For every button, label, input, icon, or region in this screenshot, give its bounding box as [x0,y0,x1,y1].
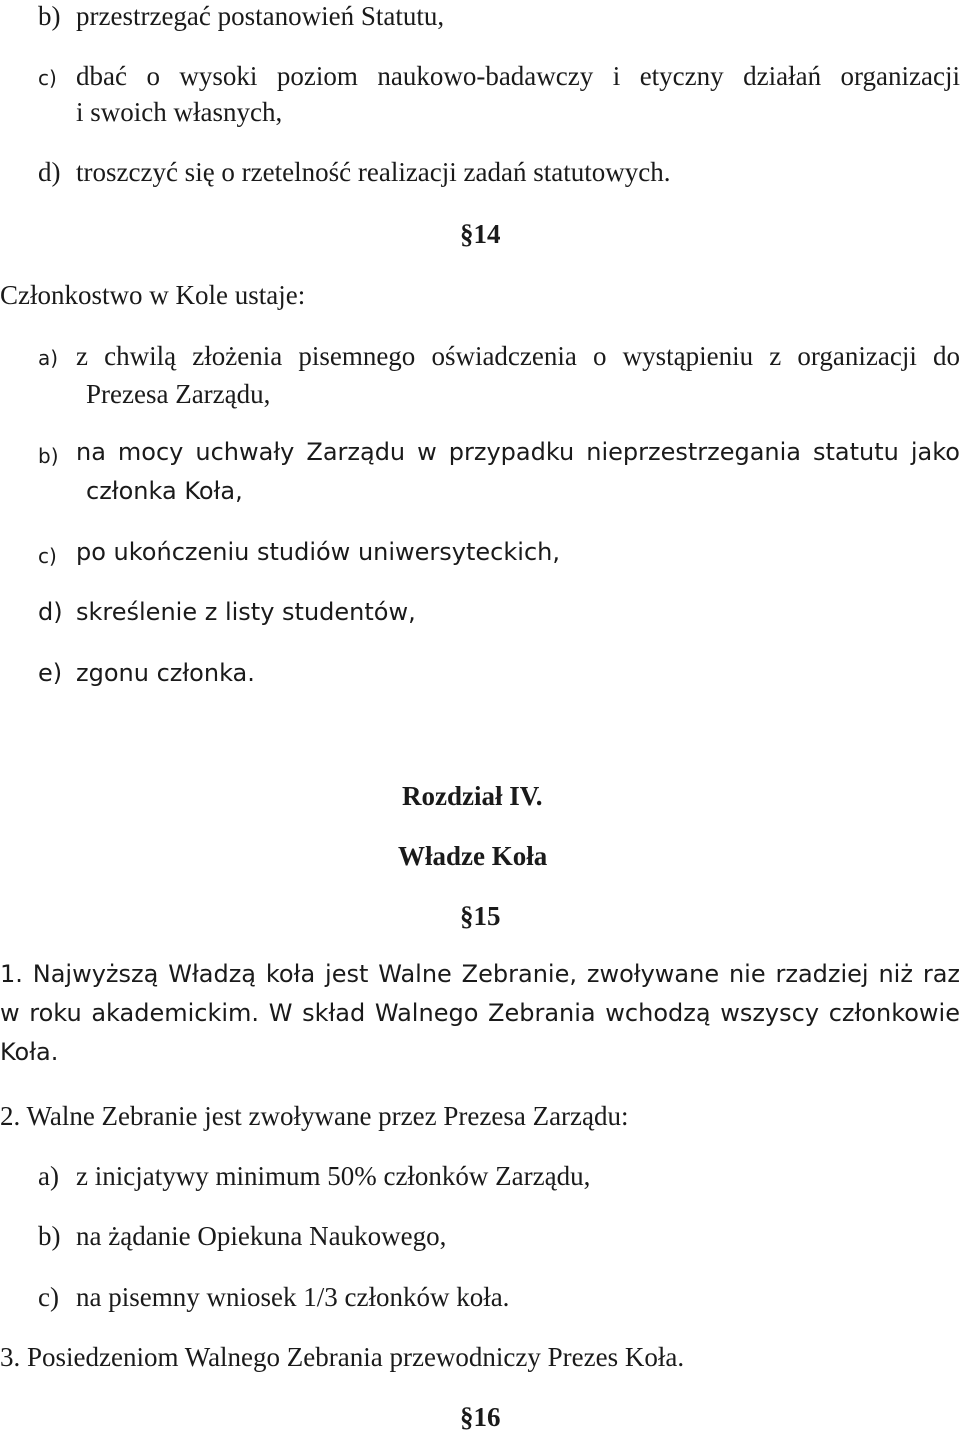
paragraph-line: w roku akademickim. W skład Walnego Zebrania wchodzą wszyscy członkowie [0,999,960,1027]
section-heading-15: §15 [460,901,501,931]
section-intro: Członkostwo w Kole ustaje: [0,280,306,310]
list-marker: e) [38,659,63,687]
list-marker: b) [38,1221,61,1251]
list-item-text: na pisemny wniosek 1/3 członków koła. [76,1282,510,1312]
paragraph-line: 2. Walne Zebranie jest zwoływane przez Prezesa Zarządu: [0,1101,629,1131]
section-heading-16: §16 [460,1402,501,1432]
list-marker: b) [38,444,59,468]
list-item-text: z chwilą złożenia pisemnego oświadczenia o wystąpieniu z organizacji do [76,341,960,371]
list-item-text-continued: Prezesa Zarządu, [86,379,271,409]
chapter-subtitle: Władze Koła [398,841,548,871]
section-heading-14: §14 [460,219,501,249]
list-marker: c) [38,1282,59,1312]
list-item-text: na mocy uchwały Zarządu w przypadku nieprzestrzegania statutu jako [76,438,960,466]
list-item-text: troszczyć się o rzetelność realizacji zadań statutowych. [76,157,671,187]
paragraph-line: 1. Najwyższą Władzą koła jest Walne Zebranie, zwoływane nie rzadziej niż raz [0,960,960,988]
paragraph-line: 3. Posiedzeniom Walnego Zebrania przewodniczy Prezes Koła. [0,1342,685,1372]
list-item-text: zgonu członka. [76,659,255,687]
list-item-text: dbać o wysoki poziom naukowo-badawczy i etyczny działań organizacji [76,61,960,91]
list-marker: b) [38,1,61,31]
list-marker: a) [38,1161,59,1191]
list-item-text-continued: członka Koła, [86,477,243,505]
list-item-text: na żądanie Opiekuna Naukowego, [76,1221,447,1251]
list-marker: a) [38,346,59,370]
paragraph-line: Koła. [0,1038,59,1066]
chapter-title: Rozdział IV. [402,781,543,811]
list-marker: d) [38,598,63,626]
list-marker: c) [38,66,57,90]
list-marker: c) [38,544,57,568]
list-item-text: z inicjatywy minimum 50% członków Zarządu, [76,1161,591,1191]
list-marker: d) [38,157,61,187]
list-item-text: po ukończeniu studiów uniwersyteckich, [76,538,560,566]
list-item-text: skreślenie z listy studentów, [76,598,416,626]
list-item-text: przestrzegać postanowień Statutu, [76,1,445,31]
list-item-text-continued: i swoich własnych, [76,97,283,127]
